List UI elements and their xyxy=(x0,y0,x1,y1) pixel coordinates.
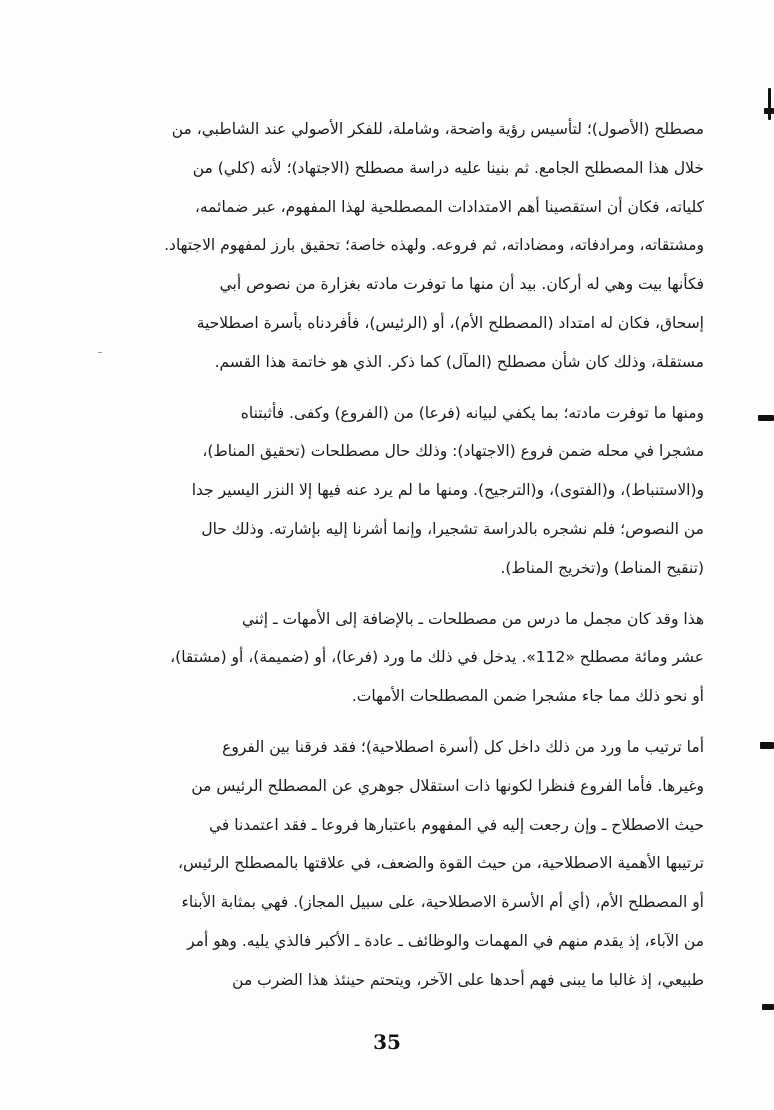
text-line: (تنقيح المناط) و(تخريج المناط). xyxy=(500,558,704,577)
text-line: أما ترتيب ما ورد من ذلك داخل كل (أسرة اصطلاحية)؛ فقد فرقنا بين الفروع xyxy=(222,737,704,756)
text-line: من الآباء، إذ يقدم منهم في المهمات والوظائف ـ عادة ـ الأكبر فالذي يليه. وهو أمر xyxy=(187,931,704,950)
text-line: حيث الاصطلاح ـ وإن رجعت إليه في المفهوم باعتبارها فروعا ـ فقد اعتمدنا في xyxy=(209,815,704,834)
text-line: أو المصطلح الأم، (أي أم الأسرة الاصطلاحية، على سبيل المجاز). فهي بمثابة الأبناء xyxy=(181,893,704,912)
text-line: ومنها ما توفرت مادته؛ بما يكفي لبيانه (فرعا) من (الفروع) وكفى. فأثبتناه xyxy=(240,403,704,422)
text-line: وغيرها. فأما الفروع فنظرا لكونها ذات استقلال جوهري عن المصطلح الرئيس من xyxy=(191,776,704,795)
page-number: 35 xyxy=(373,1030,401,1054)
text-line: إسحاق، فكان له امتداد (المصطلح الأم)، أو (الرئيس)، فأفردناه بأسرة اصطلاحية xyxy=(196,313,704,332)
text-line: مشجرا في محله ضمن فروع (الاجتهاد): وذلك حال مصطلحات (تحقيق المناط)، xyxy=(202,442,704,461)
text-line: طبيعي، إذ غالبا ما يبنى فهم أحدها على الآخر، ويتحتم حينئذ هذا الضرب من xyxy=(232,970,704,989)
text-line: عشر ومائة مصطلح «112». يدخل في ذلك ما ورد (فرعا)، أو (ضميمة)، أو (مشتقا)، xyxy=(170,648,704,667)
text-line: مصطلح (الأصول)؛ لتأسيس رؤية واضحة، وشاملة، للفكر الأصولي عند الشاطبي، من xyxy=(171,120,704,138)
text-line: هذا وقد كان مجمل ما درس من مصطلحات ـ بالإضافة إلى الأمهات ـ إثني xyxy=(241,609,704,628)
scan-edge-mark xyxy=(768,88,771,120)
text-line: و(الاستنباط)، و(الفتوى)، و(الترجيح). ومنها ما لم يرد عنه فيها إلا النزر اليسير جدا xyxy=(191,481,704,500)
scan-edge-mark xyxy=(764,108,774,114)
scan-edge-mark xyxy=(762,1004,774,1010)
paragraph-3 xyxy=(76,600,704,716)
scan-speck xyxy=(98,352,102,353)
text-line: فكأنها بيت وهي له أركان. بيد أن منها ما توفرت مادته بغزارة من نصوص أبي xyxy=(219,275,704,294)
text-line: من النصوص؛ فلم نشجره بالدراسة تشجيرا، وإنما أشرنا إليه بإشارته. وذلك حال xyxy=(201,519,704,538)
text-line: كلياته، فكان أن استقصينا أهم الامتدادات المصطلحية لهذا المفهوم، عبر ضمائمه، xyxy=(194,197,704,216)
paragraph-2 xyxy=(76,394,704,588)
body-text xyxy=(76,110,704,1000)
paragraph-1 xyxy=(76,110,704,382)
scan-edge-mark xyxy=(758,415,774,421)
text-line: ومشتقاته، ومرادفاته، ومضاداته، ثم فروعه. ولهذه خاصة؛ تحقيق بارز لمفهوم الاجتهاد. xyxy=(164,236,704,255)
text-line: ترتيبها الأهمية الاصطلاحية، من حيث القوة والضعف، في علاقتها بالمصطلح الرئيس، xyxy=(178,854,704,873)
text-line: مستقلة، وذلك كان شأن مصطلح (المآل) كما ذكر. الذي هو خاتمة هذا القسم. xyxy=(214,352,704,371)
scan-edge-mark xyxy=(760,742,774,749)
paragraph-4 xyxy=(76,728,704,1000)
text-line: أو نحو ذلك مما جاء مشجرا ضمن المصطلحات الأمهات. xyxy=(351,687,704,706)
text-line: خلال هذا المصطلح الجامع. ثم بنينا عليه دراسة مصطلح (الاجتهاد)؛ لأنه (كلي) من xyxy=(192,158,704,177)
